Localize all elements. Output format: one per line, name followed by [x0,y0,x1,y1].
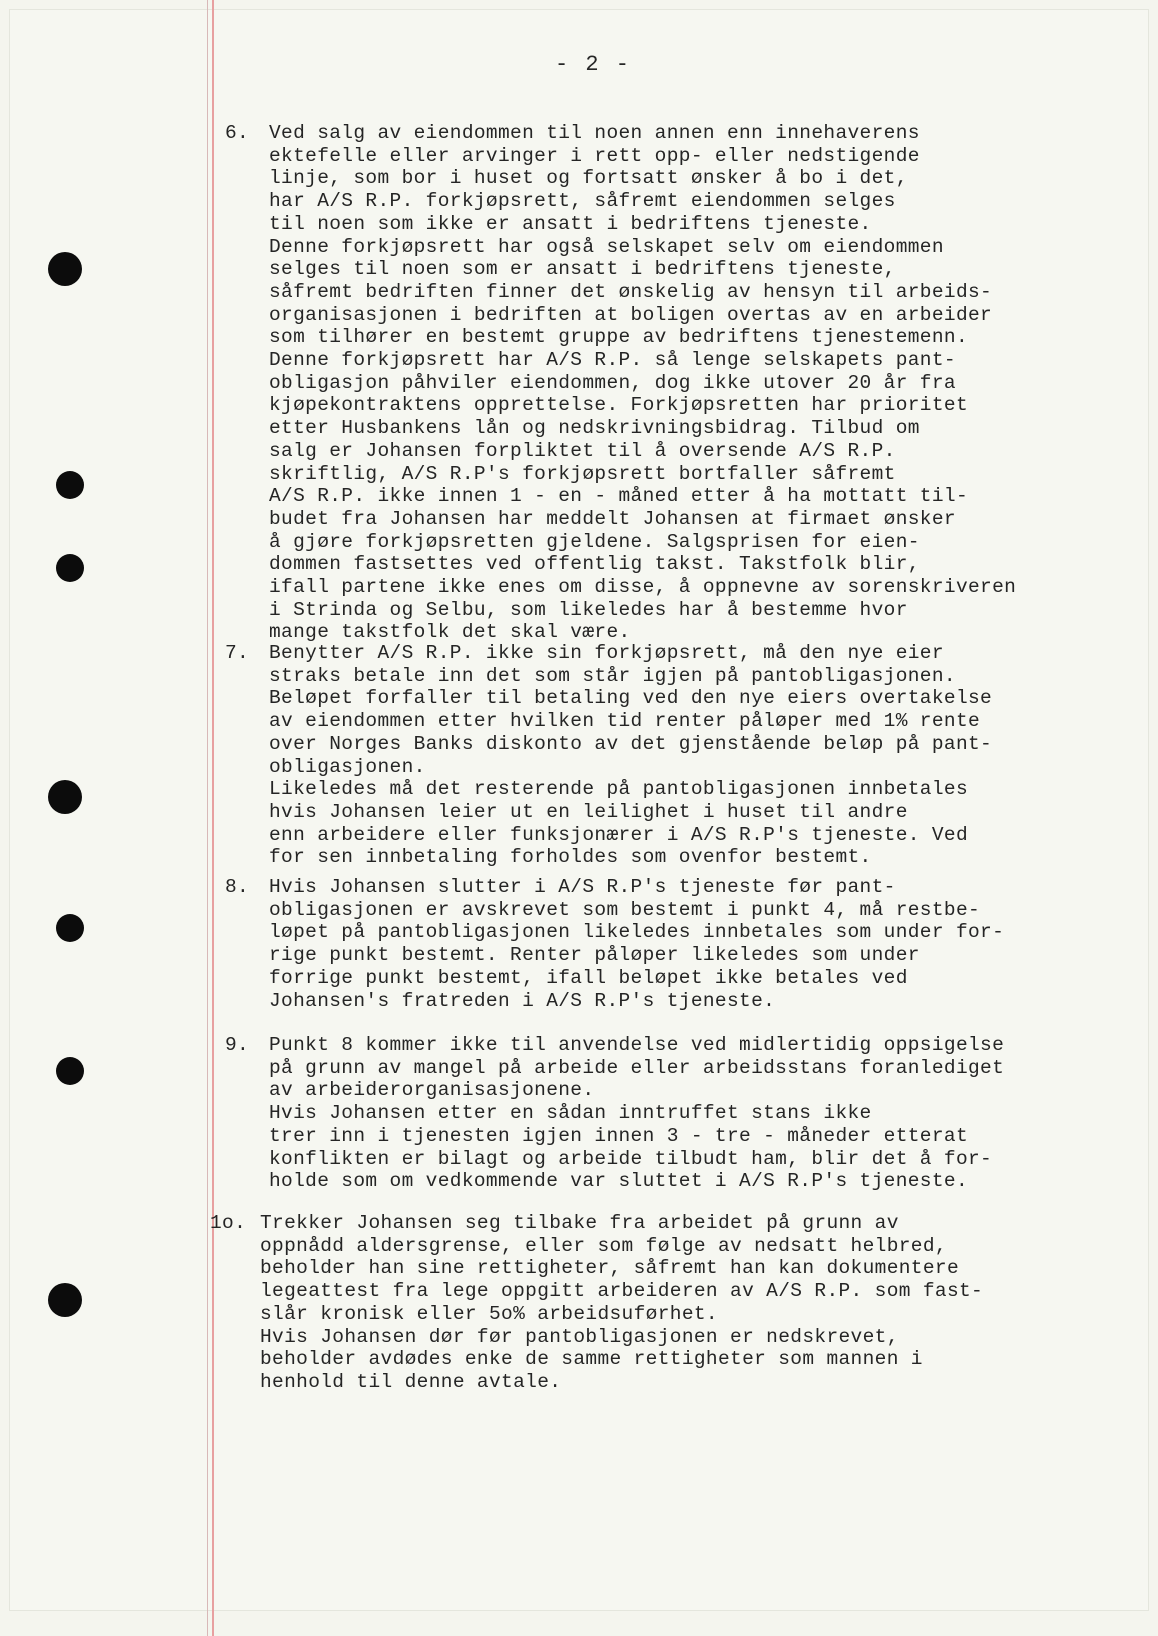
text-line: A/S R.P. ikke innen 1 - en - måned etter å ha mottatt til- [269,485,969,508]
text-line: selges til noen som er ansatt i bedriftens tjeneste, [269,258,896,281]
text-line: straks betale inn det som står igjen på pantobligasjonen. [269,664,956,687]
punch-hole [56,471,84,499]
text-line: Denne forkjøpsrett har A/S R.P. så lenge selskapets pant- [269,349,956,372]
text-line: Denne forkjøpsrett har også selskapet selv om eiendommen [269,235,944,258]
text-line: henhold til denne avtale. [260,1370,562,1393]
section-number: 8. [225,876,250,898]
punch-hole [56,554,84,582]
section-number: 6. [225,122,250,144]
text-line: av arbeiderorganisasjonene. [269,1079,595,1102]
section-number: 9. [225,1034,250,1056]
text-line: i Strinda og Selbu, som likeledes har å bestemme hvor [269,598,908,621]
text-line: forrige punkt bestemt, ifall beløpet ikke betales ved [269,966,908,989]
text-line: som tilhører en bestemt gruppe av bedriftens tjenestemenn. [269,326,969,349]
section-6 [225,122,1016,644]
section-10 [210,1212,983,1394]
page-number: - 2 - [555,52,632,77]
text-line: beholder avdødes enke de samme rettigheter som mannen i [260,1348,923,1371]
text-line: kjøpekontraktens opprettelse. Forkjøpsretten har prioritet [269,394,969,417]
text-line: ektefelle eller arvinger i rett opp- eller nedstigende [269,144,920,167]
punch-hole [56,1057,84,1085]
text-line: beholder han sine rettigheter, såfremt han kan dokumentere [260,1257,960,1280]
text-line: mange takstfolk det skal være. [269,621,631,644]
text-line: såfremt bedriften finner det ønskelig av hensyn til arbeids- [269,280,993,303]
text-line: enn arbeidere eller funksjonærer i A/S R.P's tjeneste. Ved [269,823,969,846]
text-line: Trekker Johansen seg tilbake fra arbeidet på grunn av [260,1212,899,1234]
text-line: ifall partene ikke enes om disse, å oppnevne av sorenskriveren [269,576,1017,599]
text-line: for sen innbetaling forholdes som ovenfor bestemt. [269,846,872,869]
text-line: holde som om vedkommende var sluttet i A/S R.P's tjeneste. [269,1170,969,1193]
text-line: rige punkt bestemt. Renter påløper likeledes som under [269,944,920,967]
text-line: dommen fastsettes ved offentlig takst. Takstfolk blir, [269,553,920,576]
text-line: Hvis Johansen etter en sådan inntruffet stans ikke [269,1102,872,1125]
text-line: budet fra Johansen har meddelt Johansen at firmaet ønsker [269,507,956,530]
text-line: har A/S R.P. forkjøpsrett, såfremt eiendommen selges [269,190,896,213]
text-line: etter Husbankens lån og nedskrivningsbidrag. Tilbud om [269,417,920,440]
text-line: obligasjonen er avskrevet som bestemt i punkt 4, må restbe- [269,898,981,921]
text-line: Hvis Johansen dør før pantobligasjonen er nedskrevet, [260,1325,899,1348]
text-line: Hvis Johansen slutter i A/S R.P's tjeneste før pant- [269,876,896,898]
section-number: 1o. [210,1212,247,1234]
text-line: til noen som ikke er ansatt i bedriftens tjeneste. [269,212,872,235]
text-line: oppnådd aldersgrense, eller som følge av nedsatt helbred, [260,1234,947,1257]
text-line: over Norges Banks diskonto av det gjenstående beløp på pant- [269,732,993,755]
text-line: Beløpet forfaller til betaling ved den nye eiers overtakelse [269,687,993,710]
text-line: skriftlig, A/S R.P's forkjøpsrett bortfaller såfremt [269,462,896,485]
text-line: løpet på pantobligasjonen likeledes innbetales som under for- [269,921,1005,944]
text-line: legeattest fra lege oppgitt arbeideren av A/S R.P. som fast- [260,1280,984,1303]
text-line: konflikten er bilagt og arbeide tilbudt ham, blir det å for- [269,1147,993,1170]
text-line: hvis Johansen leier ut en leilighet i huset til andre [269,800,908,823]
punch-hole [48,780,82,814]
punch-hole [48,1283,82,1317]
margin-rule-shadow [207,0,208,1636]
punch-hole [56,914,84,942]
text-line: trer inn i tjenesten igjen innen 3 - tre - måneder etterat [269,1124,969,1147]
section-number: 7. [225,642,250,664]
text-line: slår kronisk eller 5o% arbeidsuførhet. [260,1302,718,1325]
section-8 [225,876,1004,1012]
text-line: salg er Johansen forpliktet til å oversende A/S R.P. [269,439,896,462]
text-line: Benytter A/S R.P. ikke sin forkjøpsrett, må den nye eier [269,642,944,664]
text-line: av eiendommen etter hvilken tid renter påløper med 1% rente [269,710,981,733]
text-line: å gjøre forkjøpsretten gjeldene. Salgsprisen for eien- [269,530,920,553]
punch-hole [48,252,82,286]
text-line: obligasjon påhviler eiendommen, dog ikke utover 20 år fra [269,371,956,394]
section-7 [225,642,992,869]
text-line: Johansen's fratreden i A/S R.P's tjeneste. [269,989,776,1012]
text-line: Ved salg av eiendommen til noen annen enn innehaverens [269,122,920,144]
section-9 [225,1034,1004,1193]
text-line: Punkt 8 kommer ikke til anvendelse ved midlertidig oppsigelse [269,1034,1005,1056]
text-line: Likeledes må det resterende på pantobligasjonen innbetales [269,778,969,801]
text-line: obligasjonen. [269,755,426,778]
text-line: på grunn av mangel på arbeide eller arbeidsstans foranlediget [269,1056,1005,1079]
text-line: organisasjonen i bedriften at boligen overtas av en arbeider [269,303,993,326]
text-line: linje, som bor i huset og fortsatt ønsker å bo i det, [269,167,908,190]
